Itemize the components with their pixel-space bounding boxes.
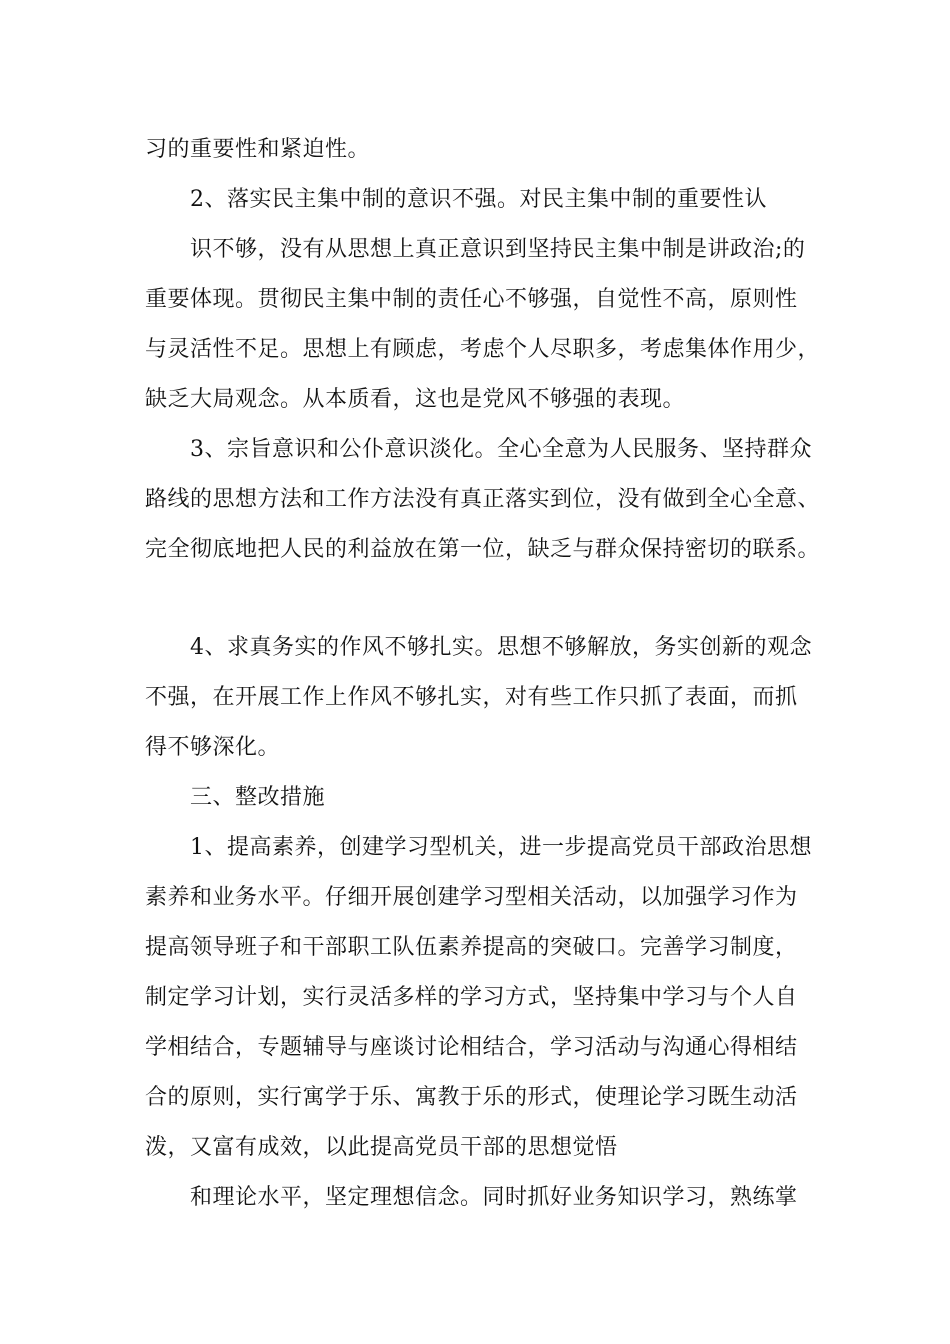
text-line: 习的重要性和紧迫性。	[145, 137, 371, 162]
text-line: 学相结合，专题辅导与座谈讨论相结合，学习活动与沟通心得相结	[145, 1035, 798, 1060]
text-line: 1、提高素养，创建学习型机关，进一步提高党员干部政治思想	[190, 835, 812, 860]
text-line: 路线的思想方法和工作方法没有真正落实到位，没有做到全心全意、	[145, 487, 821, 512]
text-line: 提高领导班子和干部职工队伍素养提高的突破口。完善学习制度，	[145, 935, 798, 960]
text-line: 完全彻底地把人民的利益放在第一位，缺乏与群众保持密切的联系。	[145, 537, 821, 562]
text-line: 和理论水平，坚定理想信念。同时抓好业务知识学习，熟练掌	[190, 1185, 798, 1210]
text-line: 制定学习计划，实行灵活多样的学习方式，坚持集中学习与个人自	[145, 985, 798, 1010]
text-line: 得不够深化。	[145, 735, 281, 760]
text-line: 泼，又富有成效，以此提高党员干部的思想觉悟	[145, 1135, 618, 1160]
text-line: 2、落实民主集中制的意识不强。对民主集中制的重要性认	[190, 187, 767, 212]
text-line: 识不够，没有从思想上真正意识到坚持民主集中制是讲政治;的	[190, 237, 806, 262]
text-line: 素养和业务水平。仔细开展创建学习型相关活动，以加强学习作为	[145, 885, 798, 910]
text-line: 不强，在开展工作上作风不够扎实，对有些工作只抓了表面，而抓	[145, 685, 798, 710]
text-line: 4、求真务实的作风不够扎实。思想不够解放，务实创新的观念	[190, 635, 812, 660]
text-line: 合的原则，实行寓学于乐、寓教于乐的形式，使理论学习既生动活	[145, 1085, 798, 1110]
text-line: 重要体现。贯彻民主集中制的责任心不够强，自觉性不高，原则性	[145, 287, 798, 312]
text-line: 3、宗旨意识和公仆意识淡化。全心全意为人民服务、坚持群众	[190, 437, 812, 462]
text-line: 缺乏大局观念。从本质看，这也是党风不够强的表现。	[145, 387, 686, 412]
section-heading: 三、整改措施	[190, 785, 326, 810]
text-line: 与灵活性不足。思想上有顾虑，考虑个人尽职多，考虑集体作用少，	[145, 337, 821, 362]
